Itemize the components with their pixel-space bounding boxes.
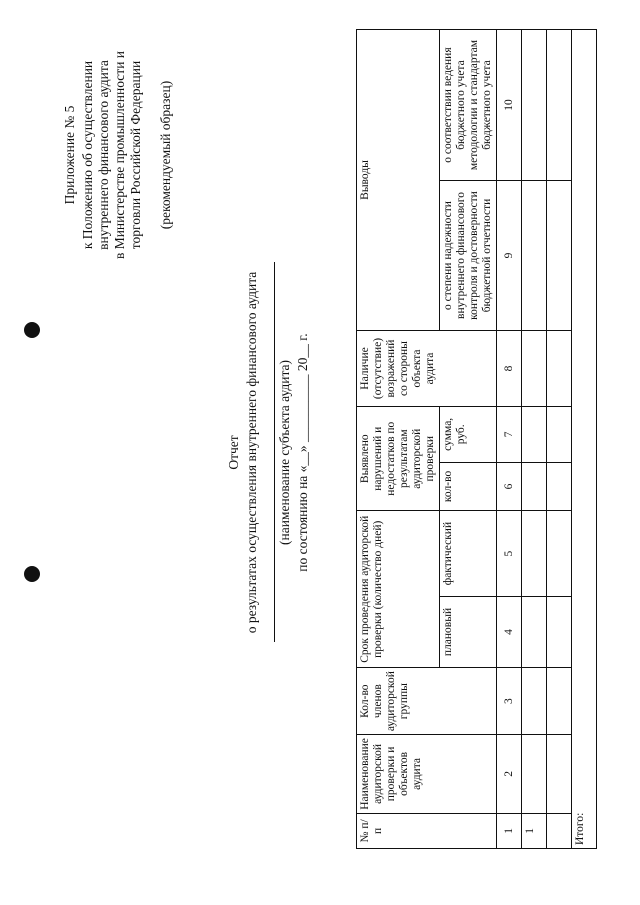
empty-cell [547,511,572,596]
total-row [572,30,597,849]
column-number: 6 [497,462,522,511]
column-number: 2 [497,735,522,814]
row-num-cell: 1 [522,813,547,848]
report-subtitle: о результатах осуществления внутреннего финансового аудита [244,271,259,634]
empty-cell [547,813,572,848]
col-header-term-actual: фактический [440,511,497,596]
appendix-line-3: в Министерстве промышленности и [112,50,127,260]
col-header-members: Кол-во членов аудиторской группы [357,668,497,735]
report-heading [226,150,311,755]
empty-cell [522,30,547,181]
empty-cell [547,735,572,814]
total-label: Итого: [572,30,597,849]
subject-name-caption: (наименование субъекта аудита) [277,360,292,546]
col-header-violations-sum: сумма, руб. [440,407,497,462]
col-header-term: Срок проведения аудиторской проверки (количество дней) [357,511,440,668]
table-row [547,30,572,849]
column-number: 9 [497,181,522,331]
col-header-violations-count: кол-во [440,462,497,511]
empty-cell [547,407,572,462]
empty-cell [547,30,572,181]
column-number: 5 [497,511,522,596]
col-header-conclusions: Выводы [357,30,440,331]
column-number-row [497,30,522,849]
empty-cell [547,181,572,331]
report-title: Отчет [226,435,241,470]
subject-name-line [274,263,275,643]
header-row-top [357,30,440,849]
sample-note: (рекомендуемый образец) [158,80,173,230]
empty-cell [522,181,547,331]
col-header-conclusion-reliability: о степени надежности внутреннего финансового контроля и достоверности бюджетной отчетности [440,181,497,331]
appendix-line-2: внутреннего финансового аудита [96,60,111,250]
column-number: 8 [497,330,522,406]
column-number: 10 [497,30,522,181]
col-header-objections: Наличие (отсутствие) возражений со стороны объекта аудита [357,330,497,406]
column-number: 4 [497,596,522,667]
empty-cell [522,668,547,735]
col-header-conclusion-compliance: о соответствии ведения бюджетного учета методологии и стандартам бюджетного учета [440,30,497,181]
empty-cell [522,735,547,814]
col-header-violations: Выявлено нарушений и недостатков по результатам аудиторской проверки [357,407,440,511]
column-number: 1 [497,813,522,848]
col-header-num: № п/п [357,813,497,848]
appendix-line-1: к Положению об осуществлении [80,60,95,250]
column-number: 7 [497,407,522,462]
appendix-line-4: торговли Российской Федерации [128,60,143,250]
appendix-header [62,25,174,285]
empty-cell [522,596,547,667]
empty-cell [547,596,572,667]
column-number: 3 [497,668,522,735]
empty-cell [547,668,572,735]
appendix-title: Приложение № 5 [62,105,77,205]
col-header-name: Наименование аудиторской проверки и объектов аудита [357,735,497,814]
table-row [522,30,547,849]
empty-cell [522,462,547,511]
col-header-term-planned: плановый [440,596,497,667]
report-date-line: по состоянию на «__» __________ 20__ г. [295,333,310,572]
empty-cell [547,330,572,406]
empty-cell [522,407,547,462]
empty-cell [522,330,547,406]
empty-cell [522,511,547,596]
empty-cell [547,462,572,511]
audit-results-table [356,29,597,849]
